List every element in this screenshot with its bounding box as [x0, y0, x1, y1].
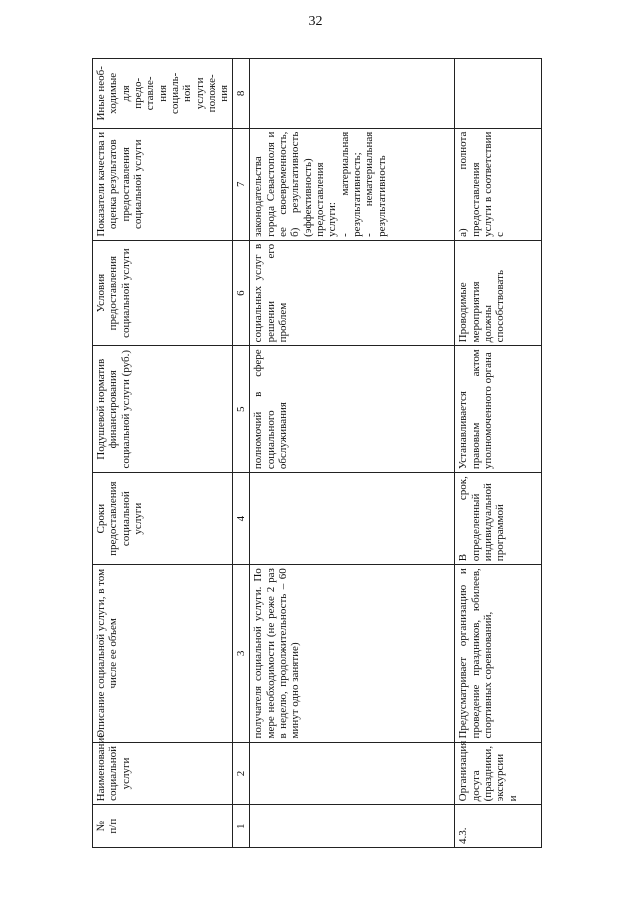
- service-terms: [250, 473, 455, 565]
- service-conditions: социальных услуг в решении его проблем: [250, 240, 455, 345]
- services-table: [92, 58, 542, 848]
- column-number: 5: [233, 346, 250, 473]
- column-number: 8: [233, 59, 250, 129]
- service-description: получателя социальной услуги. По мере необходимости (не реже 2 раз в неделю, продолжительность – 60 минут одно занятие): [250, 565, 455, 742]
- column-number: 2: [233, 742, 250, 805]
- table-row: [455, 59, 542, 848]
- service-terms: В срок, определенный индивидуальной программой: [455, 473, 542, 565]
- service-conditions: Проводимые мероприятия должны способствовать: [455, 240, 542, 345]
- service-funding-norm: Устанавливается правовым актом уполномоченного органа: [455, 346, 542, 473]
- table-row: [250, 59, 455, 848]
- header-row: [93, 59, 233, 848]
- service-description: Предусматривает организацию и проведение праздников, юбилеев, спортивных соревнований,: [455, 565, 542, 742]
- column-number: 4: [233, 473, 250, 565]
- service-quality-indicators: законодательства города Севастополя и ее своевременность, б) результативность (эффективность) предоставления услуги: - материальная результативность; - нематериальная результативность: [250, 128, 455, 240]
- column-number-row: [233, 59, 250, 848]
- column-number: 1: [233, 805, 250, 848]
- column-number: 3: [233, 565, 250, 742]
- service-name: Организация досуга (праздники, экскурсии и: [455, 742, 542, 805]
- row-number: [250, 805, 455, 848]
- header-quality-indicators: Показатели качества и оценка результатов предоставления социальной услуги: [93, 128, 233, 240]
- header-description: Описание социальной услуги, в том числе ее объем: [93, 565, 233, 742]
- column-number: 7: [233, 128, 250, 240]
- column-number: 6: [233, 240, 250, 345]
- service-funding-norm: полномочий в сфере социального обслуживания: [250, 346, 455, 473]
- services-table-rotated: [92, 58, 542, 848]
- page-number: 32: [308, 14, 323, 29]
- header-terms: Сроки предоставления социальной услуги: [93, 473, 233, 565]
- header-funding-norm: Подушевой норматив финансирования социальной услуги (руб.): [93, 346, 233, 473]
- header-other-provisions: Иные необ- ходимые для предо- ставле- ния социаль- ной услуги положе- ния: [93, 59, 233, 129]
- header-service-name: Наименование социальной услуги: [93, 742, 233, 805]
- service-other-provisions: [250, 59, 455, 129]
- row-number: 4.3.: [455, 805, 542, 848]
- service-quality-indicators: а) полнота предоставления услуги в соответствии с: [455, 128, 542, 240]
- service-other-provisions: [455, 59, 542, 129]
- header-conditions: Условия предоставления социальной услуги: [93, 240, 233, 345]
- header-number: № п/п: [93, 805, 233, 848]
- service-name: [250, 742, 455, 805]
